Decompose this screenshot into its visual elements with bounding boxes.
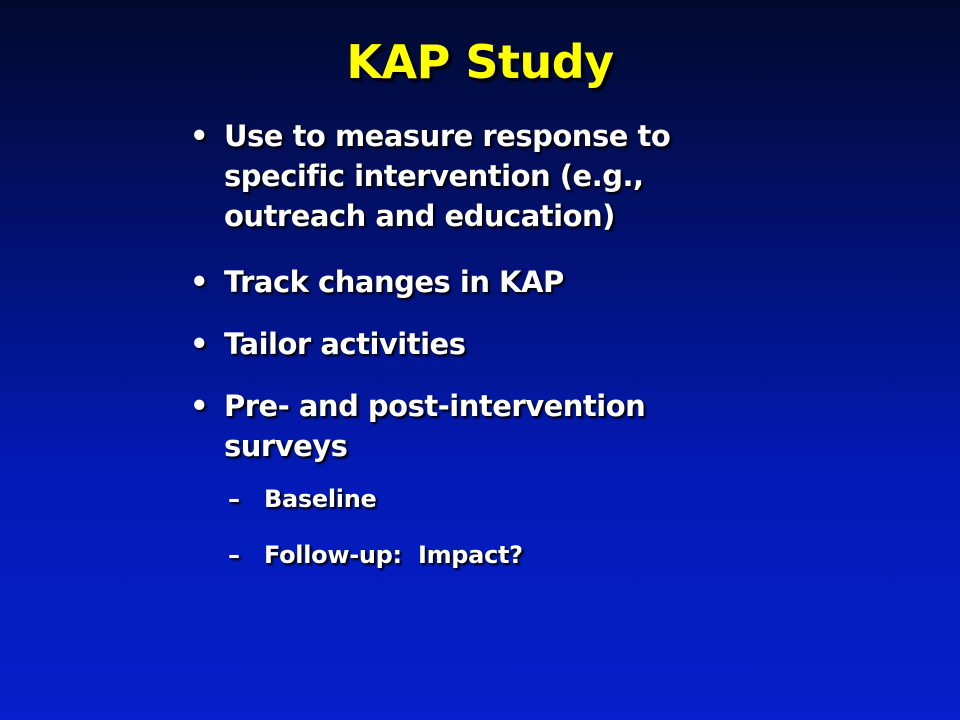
dash-marker: – (228, 485, 240, 513)
sub-bullet-text: Baseline (264, 485, 377, 513)
bullet-item (188, 116, 748, 236)
sub-bullet-item (188, 482, 748, 516)
bullet-text-line: specific intervention (e.g., (224, 159, 644, 193)
sub-bullet-text: Follow-up: Impact? (264, 541, 523, 569)
bullet-marker: • (190, 327, 209, 361)
bullet-text-line: Use to measure response to (224, 119, 671, 153)
bullet-marker: • (190, 389, 209, 423)
bullet-list (188, 116, 748, 572)
bullet-item (188, 262, 748, 302)
slide-title: KAP Study (346, 35, 614, 89)
bullet-item (188, 324, 748, 364)
bullet-text-line: Pre- and post-intervention (224, 389, 646, 423)
dash-marker: – (228, 541, 240, 569)
bullet-text-line: Tailor activities (224, 327, 466, 361)
bullet-marker: • (190, 265, 209, 299)
bullet-text-line: surveys (224, 429, 348, 463)
bullet-text-line: Track changes in KAP (224, 265, 564, 299)
bullet-item (188, 386, 748, 466)
bullet-text-line: outreach and education) (224, 199, 615, 233)
sub-bullet-item (188, 538, 748, 572)
bullet-marker: • (190, 119, 209, 153)
